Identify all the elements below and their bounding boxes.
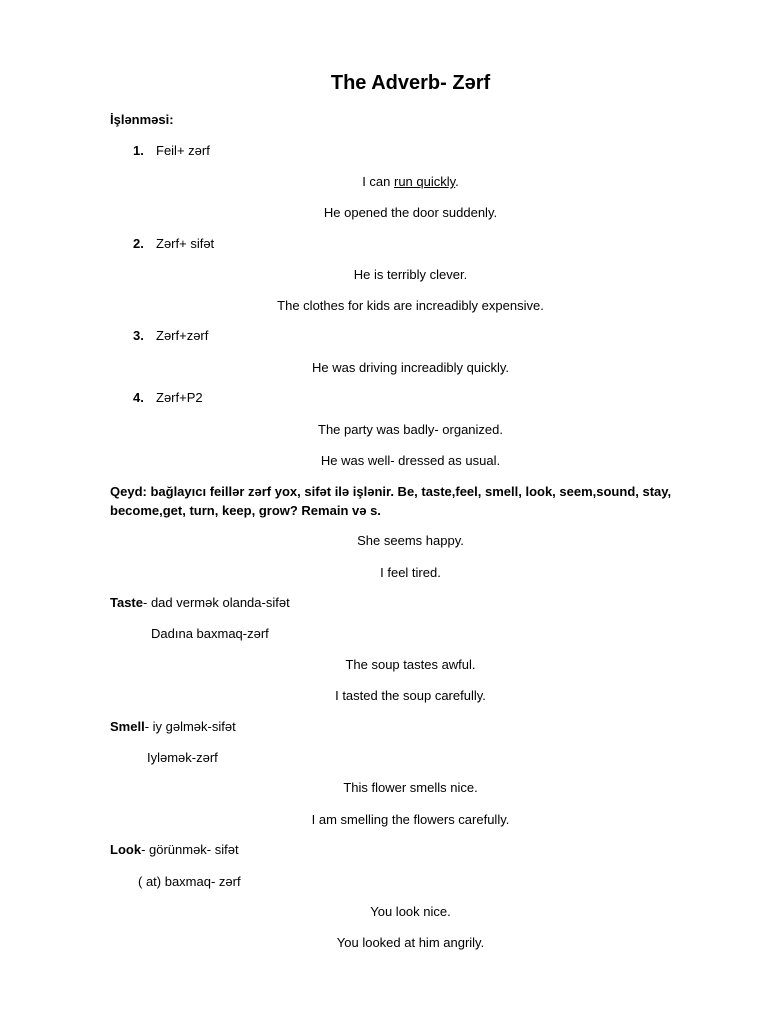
- list-item-label: Feil+ zərf: [156, 143, 210, 158]
- list-item-number: 4.: [133, 390, 144, 405]
- example-text: I can: [362, 174, 394, 189]
- verb-meaning: - iy gəlmək-sifət: [144, 719, 236, 734]
- verb-alt-meaning: Dadına baxmaq-zərf: [151, 626, 269, 641]
- verb-alt-meaning: Iyləmək-zərf: [147, 750, 218, 765]
- underlined-phrase: run quickly: [393, 174, 456, 189]
- example-sentence: The clothes for kids are increadibly expensive.: [277, 298, 544, 313]
- verb-definition: [110, 842, 239, 858]
- example-sentence: You looked at him angrily.: [336, 935, 485, 950]
- list-item-number: 2.: [133, 236, 144, 251]
- list-item: [133, 236, 214, 252]
- example-sentence: He was driving increadibly quickly.: [311, 360, 509, 375]
- list-item: [133, 328, 208, 344]
- list-item-number: 3.: [133, 328, 144, 343]
- list-item-label: Zərf+ sifət: [156, 236, 215, 251]
- verb-alt-meaning: ( at) baxmaq- zərf: [138, 874, 241, 889]
- list-item: [133, 390, 203, 406]
- example-sentence: I feel tired.: [380, 565, 441, 580]
- example-sentence: I am smelling the flowers carefully.: [311, 812, 510, 827]
- list-item-number: 1.: [133, 143, 144, 158]
- list-item-label: Zərf+P2: [156, 390, 203, 405]
- note-line: Qeyd: bağlayıcı feillər zərf yox, sifət ilə işlənir. Be, taste,feel, smell, look, seem,sound, stay,: [110, 484, 672, 499]
- page-title: The Adverb- Zərf: [330, 72, 491, 94]
- example-sentence: He opened the door suddenly.: [323, 205, 498, 220]
- note-line: become,get, turn, keep, grow? Remain və s.: [110, 503, 381, 518]
- example-text: .: [455, 174, 459, 189]
- verb-meaning: - görünmək- sifət: [141, 842, 239, 857]
- verb-definition: [110, 595, 290, 611]
- example-sentence: She seems happy.: [357, 533, 464, 548]
- example-sentence: He is terribly clever.: [353, 267, 468, 282]
- verb-meaning: - dad vermək olanda-sifət: [143, 595, 290, 610]
- example-sentence: This flower smells nice.: [343, 780, 478, 795]
- list-item: [133, 143, 210, 159]
- example-sentence: [110, 174, 711, 190]
- example-sentence: I tasted the soup carefully.: [335, 688, 486, 703]
- usage-heading: İşlənməsi:: [110, 112, 174, 127]
- example-sentence: You look nice.: [370, 904, 451, 919]
- example-sentence: The soup tastes awful.: [345, 657, 476, 672]
- example-sentence: He was well- dressed as usual.: [320, 453, 501, 468]
- verb-definition: [110, 719, 236, 735]
- verb-word: Look: [110, 842, 142, 857]
- list-item-label: Zərf+zərf: [156, 328, 209, 343]
- verb-word: Smell: [110, 719, 145, 734]
- example-sentence: The party was badly- organized.: [318, 422, 503, 437]
- verb-word: Taste: [110, 595, 143, 610]
